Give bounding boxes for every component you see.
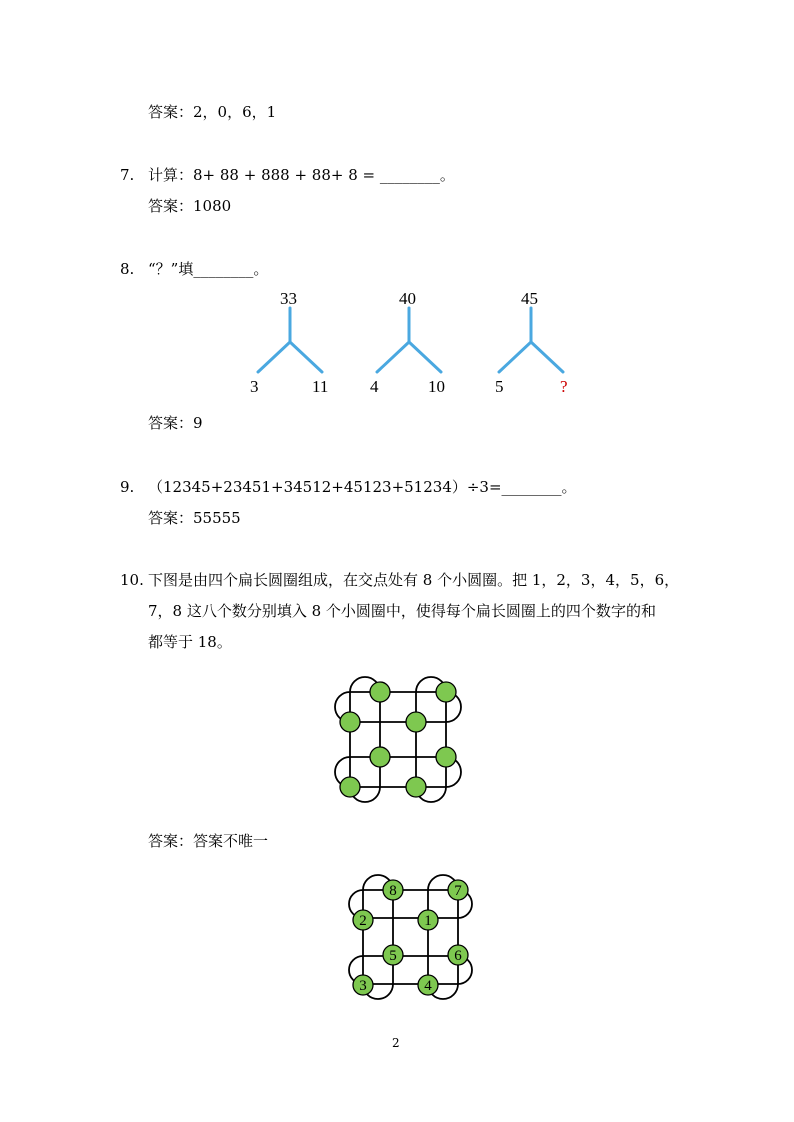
question-9-text: （12345+23451+34512+45123+51234）÷3=________。 xyxy=(148,478,577,496)
question-8-number: 8. xyxy=(120,260,135,278)
solution-number: 7 xyxy=(454,883,462,899)
solution-number: 4 xyxy=(424,978,432,994)
question-7-number: 7. xyxy=(120,166,135,184)
solution-number: 2 xyxy=(359,913,367,929)
tree-3-unknown-value: ? xyxy=(560,377,568,396)
page-number: 2 xyxy=(392,1036,400,1050)
solution-number: 5 xyxy=(389,948,397,964)
tree-2-left-value: 4 xyxy=(370,377,379,396)
tree-2-right-value: 10 xyxy=(428,377,445,396)
tree-3-left-value: 5 xyxy=(495,377,504,396)
answer-9: 答案：55555 xyxy=(148,509,241,527)
answer-8: 答案：9 xyxy=(148,414,203,432)
blank-circle xyxy=(370,682,390,702)
question-9-number: 9. xyxy=(120,478,135,496)
tree-1-left-value: 3 xyxy=(250,377,259,396)
question-10-line-2: 7，8 这八个数分别填入 8 个小圆圈中，使得每个扁长圆圈上的四个数字的和 xyxy=(148,602,656,620)
blank-circle xyxy=(406,777,426,797)
blank-circle xyxy=(340,712,360,732)
question-7-text: 计算：8+ 88 + 888 + 88+ 8 = ________。 xyxy=(148,166,455,184)
solution-number: 6 xyxy=(454,948,462,964)
tree-1-right-value: 11 xyxy=(312,377,329,396)
question-10-line-3: 都等于 18。 xyxy=(148,633,232,651)
question-8-text: “？”填________。 xyxy=(148,260,269,278)
blank-circle xyxy=(436,747,456,767)
solution-number: 1 xyxy=(424,913,432,929)
blank-circle xyxy=(406,712,426,732)
question-10-number: 10. xyxy=(120,571,144,589)
tree-2-top-value: 40 xyxy=(399,289,416,308)
solution-number: 8 xyxy=(389,883,397,899)
blank-circle xyxy=(370,747,390,767)
question-10-line-1: 下图是由四个扁长圆圈组成，在交点处有 8 个小圆圈。把 1，2，3，4，5，6， xyxy=(148,571,680,589)
tree-3-top-value: 45 xyxy=(521,289,538,308)
tree-1-top-value: 33 xyxy=(280,289,297,308)
blank-circle xyxy=(436,682,456,702)
answer-7: 答案：1080 xyxy=(148,197,232,215)
blank-circle xyxy=(340,777,360,797)
answer-6: 答案：2，0，6，1 xyxy=(148,103,277,121)
solution-number: 3 xyxy=(359,978,367,994)
answer-10: 答案：答案不唯一 xyxy=(148,832,269,850)
